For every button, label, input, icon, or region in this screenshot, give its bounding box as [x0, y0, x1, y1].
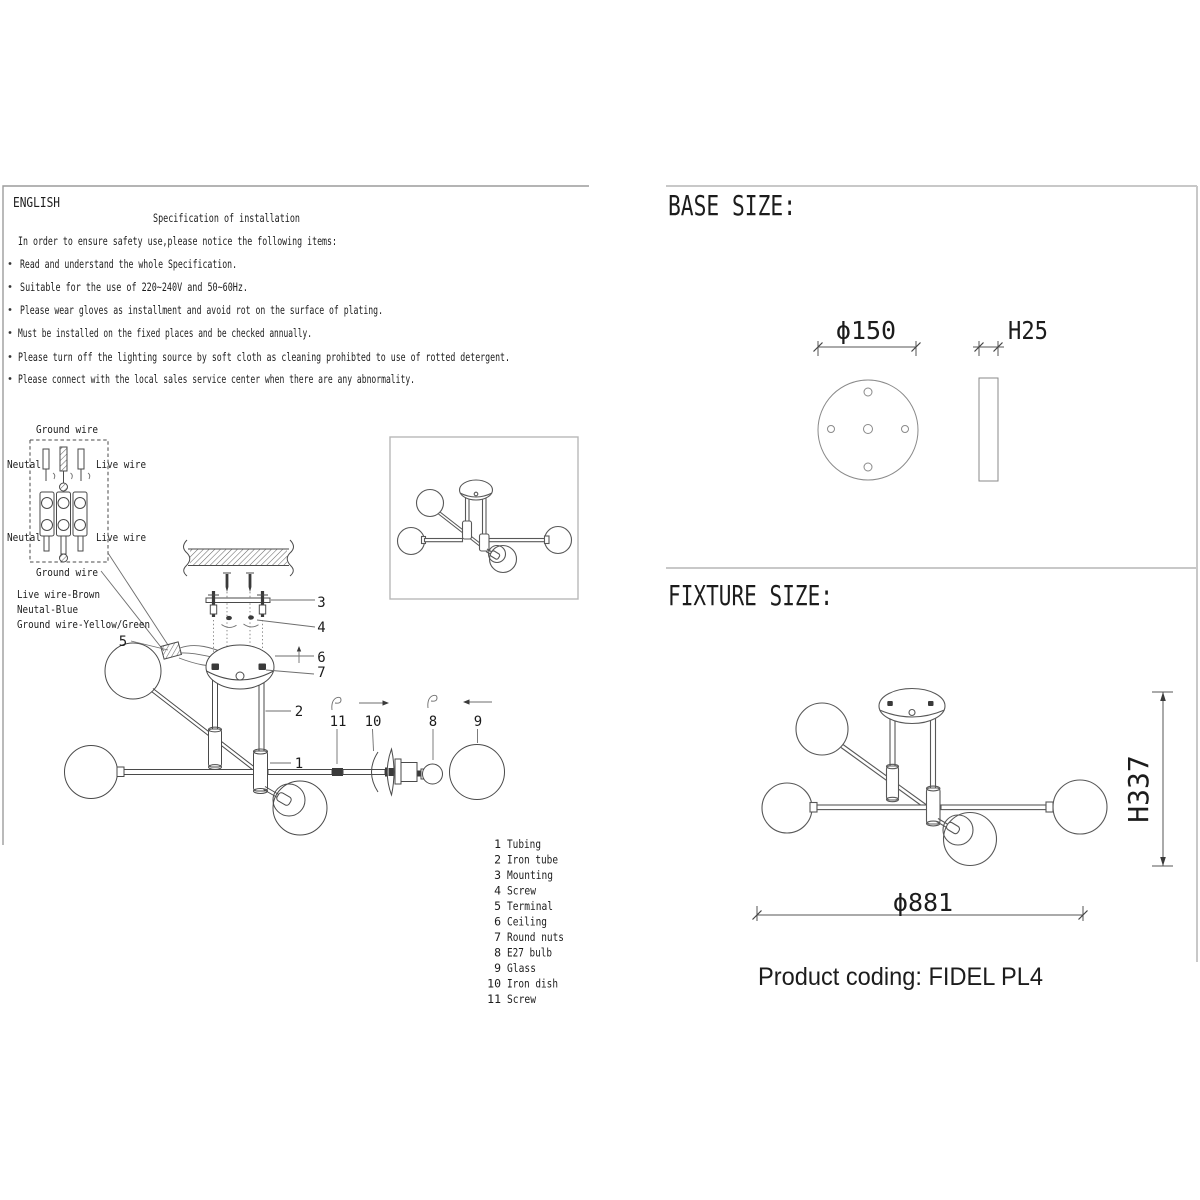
- live-top-label: Live wire: [96, 458, 146, 471]
- legend-ground: Ground wire-Yellow/Green: [17, 618, 150, 631]
- base-size-heading: BASE SIZE:: [668, 189, 796, 222]
- fixture-globe-right: [1053, 780, 1107, 834]
- neutral-top-label: Neutal: [7, 458, 41, 471]
- parts-list: [487, 837, 564, 1006]
- exploded-diagram: [65, 540, 505, 835]
- callout-7: 7: [317, 665, 326, 681]
- screw-dots: [222, 615, 259, 627]
- callout-8: 8: [428, 714, 438, 730]
- ceiling-screws: [223, 573, 254, 592]
- fixture-size-section: [668, 579, 1173, 991]
- diagonal-arm: [152, 689, 260, 774]
- notice-item: Must be installed on the fixed places and be checked annually.: [18, 326, 312, 340]
- base-plate-side-view: [979, 378, 998, 481]
- size-table-borders: [666, 186, 1197, 962]
- part-num: 4: [494, 883, 501, 898]
- twist-icon: [332, 697, 341, 710]
- part-num: 5: [494, 899, 501, 913]
- fixture-diameter-dimension: [753, 888, 1088, 921]
- legend-live: Live wire-Brown: [17, 588, 100, 601]
- part-name: Screw: [507, 992, 537, 1006]
- part-name: Ceiling: [507, 914, 547, 929]
- round-nut: [259, 664, 267, 671]
- fixture-diameter-label: ϕ881: [892, 888, 954, 917]
- neutral-bottom-label: Neutal: [7, 531, 41, 544]
- part-num: 9: [494, 961, 501, 975]
- e27-bulb-icon: [421, 764, 443, 784]
- part-num: 1: [494, 837, 501, 851]
- ceiling-band: [184, 540, 294, 576]
- notice-item: Read and understand the whole Specification.: [20, 257, 237, 271]
- notice-item: Please connect with the local sales service center when there are any abnormality.: [18, 372, 415, 386]
- base-plate-top-view: [818, 380, 918, 480]
- fixture-drawing: [762, 689, 1107, 866]
- tube-coupler-left: [209, 727, 222, 769]
- part-name: Mounting: [507, 868, 553, 882]
- part-num: 11: [487, 992, 501, 1006]
- part-num: 2: [494, 852, 501, 867]
- terminal-screw-top: [60, 483, 68, 491]
- terminal-screw-bottom: [60, 554, 68, 562]
- round-nut: [212, 664, 220, 671]
- part-name: Round nuts: [507, 930, 564, 944]
- live-bottom-label: Live wire: [96, 531, 146, 544]
- base-size-section: [668, 189, 1048, 481]
- ground-wire-top-label: Ground wire: [36, 423, 98, 436]
- callout-9: 9: [473, 714, 483, 730]
- part-num: 6: [494, 914, 501, 929]
- notice-list: [18, 257, 510, 386]
- left-panel: [3, 186, 589, 1006]
- spec-title: Specification of installation: [153, 211, 300, 225]
- part-name: Tubing: [507, 837, 541, 851]
- part-name: Terminal: [507, 899, 553, 913]
- inset-assembled-view: [390, 437, 578, 599]
- legend-neutral: Neutal-Blue: [17, 603, 78, 616]
- part-name: Glass: [507, 961, 536, 975]
- mounting-bar: [206, 591, 270, 617]
- base-diameter-dimension: [814, 316, 921, 356]
- base-diameter-label: ϕ150: [835, 316, 897, 345]
- notice-item: Suitable for the use of 220~240V and 50~60Hz.: [20, 280, 248, 294]
- callout-2: 2: [294, 704, 304, 720]
- callout-10: 10: [364, 714, 382, 730]
- ceiling-canopy: [206, 645, 274, 689]
- fixture-globe-top-left: [796, 703, 848, 755]
- callout-3: 3: [317, 595, 326, 611]
- terminal-strips: [40, 492, 87, 536]
- callout-6: 6: [317, 650, 326, 666]
- callout-5: 5: [118, 634, 128, 650]
- lamp-socket: [395, 759, 421, 784]
- glass-globe-bottom: [273, 781, 327, 835]
- glass-globe-top-left: [105, 643, 161, 699]
- part-name: Iron dish: [507, 976, 558, 991]
- base-height-label: H25: [1008, 316, 1048, 345]
- language-header: ENGLISH: [13, 196, 60, 211]
- arm-screw: [332, 768, 343, 776]
- part-name: Iron tube: [507, 852, 559, 867]
- base-height-dimension: [973, 316, 1048, 356]
- callout-1: 1: [294, 756, 304, 772]
- part-name: Screw: [507, 883, 537, 898]
- fixture-height-dimension: [1122, 692, 1173, 866]
- ground-wire-twisted: [60, 447, 67, 471]
- part-num: 8: [494, 945, 501, 960]
- fixture-size-heading: FIXTURE SIZE:: [668, 579, 833, 612]
- callout-11: 11: [329, 714, 347, 730]
- notice-bullets: [9, 262, 12, 380]
- callout-labels: [119, 595, 492, 772]
- callout-4: 4: [317, 620, 326, 636]
- spec-intro: In order to ensure safety use,please notice the following items:: [18, 234, 337, 248]
- canopy-screw-icon: [297, 646, 301, 663]
- notice-item: Please wear gloves as installment and avoid rot on the surface of plating.: [20, 303, 383, 317]
- part-num: 3: [494, 868, 501, 882]
- fixture-globe-left: [762, 783, 812, 833]
- notice-item: Please turn off the lighting source by soft cloth as cleaning prohibted to use of rotted detergent.: [18, 350, 510, 364]
- twist-icon: [428, 695, 437, 708]
- fixture-height-label: H337: [1122, 755, 1155, 823]
- ground-wire-bottom-label: Ground wire: [36, 566, 98, 579]
- wire-color-legend: [17, 588, 150, 631]
- glass-globe-left: [65, 746, 118, 799]
- glass-globe-spare: [450, 745, 505, 800]
- wiring-labels: [7, 423, 146, 579]
- part-num: 10: [487, 976, 501, 991]
- product-coding: Product coding: FIDEL PL4: [758, 963, 1044, 991]
- part-num: 7: [494, 930, 501, 944]
- part-name: E27 bulb: [507, 945, 553, 960]
